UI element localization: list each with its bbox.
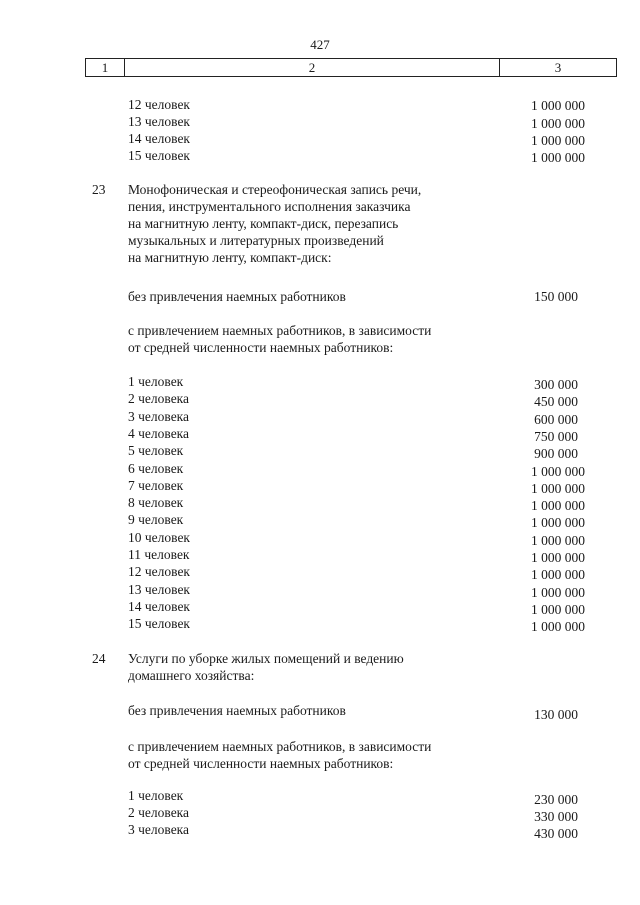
item-24-number-line: [0, 650, 640, 667]
row-label: 4 человека: [128, 426, 190, 441]
row-value: 1 000 000: [531, 150, 585, 165]
row-label: 8 человек: [128, 495, 184, 510]
no-workers-row: [0, 288, 640, 305]
row-label: 11 человек: [128, 547, 190, 562]
row-value: 1 000 000: [531, 498, 585, 513]
row-value: 1 000 000: [531, 98, 585, 113]
row-label: 1 человек: [128, 374, 184, 389]
list-item: [0, 408, 640, 425]
no-workers-value: 130 000: [534, 707, 578, 722]
with-workers-line: [0, 738, 640, 755]
row-value: 450 000: [534, 394, 578, 409]
no-workers-label: без привлечения наемных работников: [128, 703, 346, 718]
row-value: 1 000 000: [531, 133, 585, 148]
with-workers-text: с привлечением наемных работников, в зависимости: [128, 323, 432, 338]
no-workers-value: 150 000: [534, 289, 578, 304]
header-col-1: 1: [86, 59, 125, 76]
row-label: 14 человек: [128, 131, 190, 146]
with-workers-text: от средней численности наемных работников:: [128, 340, 394, 355]
list-item: [0, 511, 640, 528]
item-23-number-line: [0, 181, 640, 198]
item-number: 23: [92, 182, 106, 197]
row-label: 2 человека: [128, 391, 190, 406]
item-23-title-line: [0, 232, 640, 249]
no-workers-label: без привлечения наемных работников: [128, 289, 346, 304]
list-item: [0, 563, 640, 580]
row-label: 7 человек: [128, 478, 184, 493]
item-23-title-line: [0, 215, 640, 232]
row-value: 600 000: [534, 412, 578, 427]
item-23-title-line: [0, 198, 640, 215]
row-value: 900 000: [534, 446, 578, 461]
table-header: [85, 58, 617, 77]
row-value: 1 000 000: [531, 585, 585, 600]
header-col-2: 2: [125, 59, 500, 76]
item-title-line: на магнитную ленту, компакт-диск, перезапись: [128, 216, 399, 231]
item-24-title-line: [0, 667, 640, 684]
no-workers-row: [0, 702, 640, 722]
list-item: [0, 546, 640, 563]
row-label: 13 человек: [128, 582, 190, 597]
list-item: [0, 529, 640, 546]
list-item: [0, 460, 640, 477]
row-value: 1 000 000: [531, 550, 585, 565]
item-title-line: пения, инструментального исполнения заказчика: [128, 199, 411, 214]
with-workers-text: от средней численности наемных работников:: [128, 756, 394, 771]
item-title-line: музыкальных и литературных произведений: [128, 233, 384, 248]
list-item: [0, 373, 640, 390]
list-item: [0, 96, 640, 113]
list-item: [0, 147, 640, 164]
row-value: 1 000 000: [531, 116, 585, 131]
item-title-line: Монофоническая и стереофоническая запись речи,: [128, 182, 422, 197]
list-item: [0, 494, 640, 511]
item-title-line: домашнего хозяйства:: [128, 668, 255, 683]
row-value: 1 000 000: [531, 602, 585, 617]
list-item: [0, 804, 640, 824]
item-title-line: на магнитную ленту, компакт-диск:: [128, 250, 332, 265]
list-item: [0, 787, 640, 807]
row-label: 5 человек: [128, 443, 184, 458]
page-number: 427: [310, 37, 330, 52]
row-label: 15 человек: [128, 148, 190, 163]
row-value: 1 000 000: [531, 533, 585, 548]
row-value: 1 000 000: [531, 619, 585, 634]
list-item: [0, 442, 640, 459]
row-value: 300 000: [534, 377, 578, 392]
item-number: 24: [92, 651, 106, 666]
list-item: [0, 425, 640, 442]
row-label: 12 человек: [128, 564, 190, 579]
row-label: 6 человек: [128, 461, 184, 476]
list-item: [0, 821, 640, 841]
list-item: [0, 390, 640, 407]
item-title-line: Услуги по уборке жилых помещений и ведению: [128, 651, 404, 666]
row-label: 1 человек: [128, 788, 184, 803]
row-label: 3 человека: [128, 409, 190, 424]
row-label: 13 человек: [128, 114, 190, 129]
item-23-title-line: [0, 249, 640, 266]
list-item: [0, 581, 640, 598]
row-value: 1 000 000: [531, 515, 585, 530]
row-value: 230 000: [534, 792, 578, 807]
list-item: [0, 615, 640, 632]
row-label: 12 человек: [128, 97, 190, 112]
row-value: 750 000: [534, 429, 578, 444]
row-label: 2 человека: [128, 805, 190, 820]
row-label: 9 человек: [128, 512, 184, 527]
row-value: 330 000: [534, 809, 578, 824]
row-value: 430 000: [534, 826, 578, 841]
row-value: 1 000 000: [531, 481, 585, 496]
with-workers-line: [0, 339, 640, 356]
row-value: 1 000 000: [531, 464, 585, 479]
with-workers-line: [0, 322, 640, 339]
list-item: [0, 598, 640, 615]
row-label: 14 человек: [128, 599, 190, 614]
with-workers-line: [0, 755, 640, 772]
list-item: [0, 113, 640, 130]
row-label: 10 человек: [128, 530, 190, 545]
row-label: 3 человека: [128, 822, 190, 837]
row-value: 1 000 000: [531, 567, 585, 582]
list-item: [0, 477, 640, 494]
header-col-3: 3: [554, 60, 562, 75]
with-workers-text: с привлечением наемных работников, в зависимости: [128, 739, 432, 754]
row-label: 15 человек: [128, 616, 190, 631]
list-item: [0, 130, 640, 147]
